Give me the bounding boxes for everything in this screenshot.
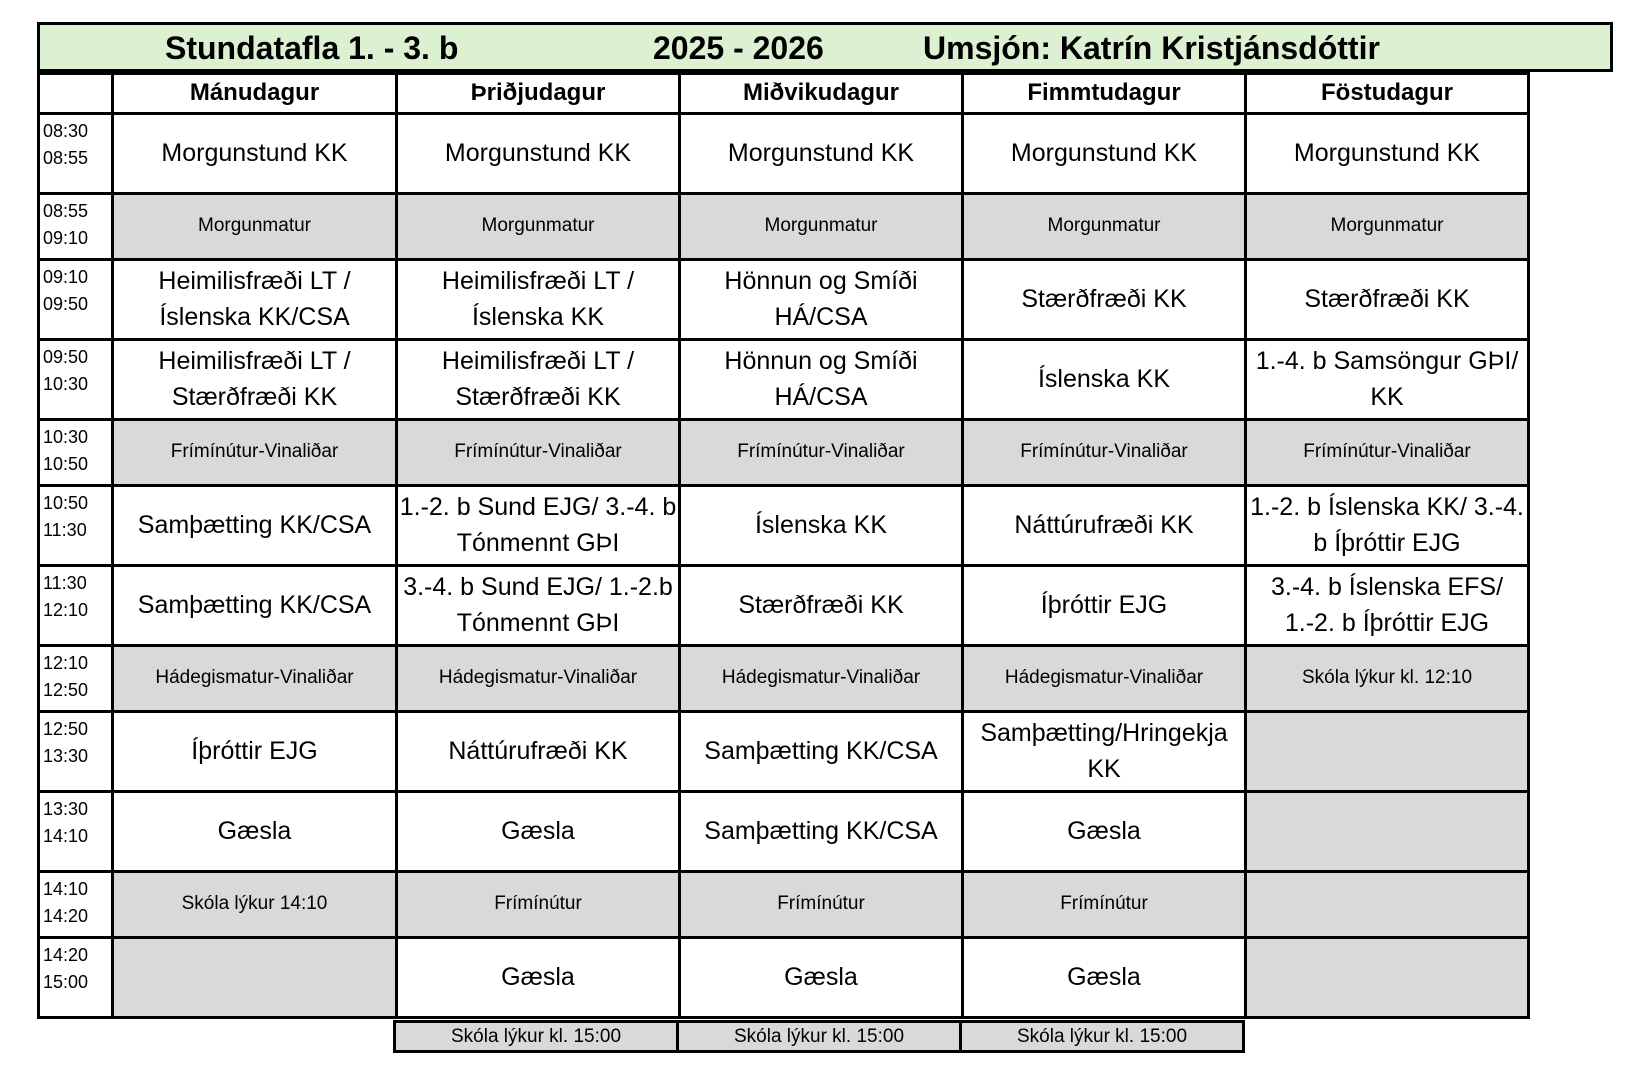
class-cell: Íslenska KK [963, 340, 1246, 420]
end-time: 12:50 [43, 680, 89, 700]
end-time: 09:10 [43, 228, 89, 248]
class-cell: Morgunmatur [680, 194, 963, 260]
empty-cell [113, 938, 397, 1018]
class-cell: Frímínútur [397, 872, 680, 938]
day-header: Fimmtudagur [963, 74, 1246, 114]
end-time: 14:20 [43, 906, 89, 926]
class-cell: Hádegismatur-Vinaliðar [963, 646, 1246, 712]
end-time: 15:00 [43, 972, 89, 992]
end-time: 10:50 [43, 454, 89, 474]
class-cell: Gæsla [963, 792, 1246, 872]
start-time: 10:50 [43, 493, 89, 513]
timetable-row [39, 646, 1529, 712]
timetable [37, 72, 1530, 1019]
class-cell: Morgunmatur [963, 194, 1246, 260]
class-cell: Hönnun og Smíði HÁ/CSA [680, 340, 963, 420]
start-time: 12:50 [43, 719, 89, 739]
empty-cell [1246, 872, 1529, 938]
class-cell: Skóla lýkur 14:10 [113, 872, 397, 938]
timetable-row [39, 872, 1529, 938]
class-cell: Náttúrufræði KK [963, 486, 1246, 566]
start-time: 13:30 [43, 799, 89, 819]
class-cell: Morgunstund KK [680, 114, 963, 194]
class-cell: 1.-2. b Íslenska KK/ 3.-4. b Íþróttir EJG [1246, 486, 1529, 566]
end-time: 14:10 [43, 826, 89, 846]
start-time: 12:10 [43, 653, 89, 673]
timetable-row [39, 420, 1529, 486]
class-cell: Hádegismatur-Vinaliðar [397, 646, 680, 712]
class-cell: Skóla lýkur kl. 12:10 [1246, 646, 1529, 712]
corner-cell [39, 74, 113, 114]
time-slot [39, 114, 113, 194]
class-cell: Morgunmatur [397, 194, 680, 260]
start-time: 09:10 [43, 267, 89, 287]
day-header-row [39, 74, 1529, 114]
class-cell: 3.-4. b Sund EJG/ 1.-2.b Tónmennt GÞI [397, 566, 680, 646]
class-cell: Stærðfræði KK [1246, 260, 1529, 340]
class-cell: Frímínútur-Vinaliðar [680, 420, 963, 486]
class-cell: Morgunstund KK [1246, 114, 1529, 194]
class-cell: Íþróttir EJG [113, 712, 397, 792]
time-slot [39, 646, 113, 712]
class-cell: Samþætting KK/CSA [680, 792, 963, 872]
start-time: 14:10 [43, 879, 89, 899]
start-time: 08:30 [43, 121, 89, 141]
time-slot [39, 420, 113, 486]
end-time: 12:10 [43, 600, 89, 620]
time-slot [39, 566, 113, 646]
class-cell: Morgunmatur [113, 194, 397, 260]
class-cell: Morgunstund KK [963, 114, 1246, 194]
class-cell: Gæsla [397, 938, 680, 1018]
day-header: Föstudagur [1246, 74, 1529, 114]
class-cell: Hönnun og Smíði HÁ/CSA [680, 260, 963, 340]
title-bar [37, 22, 1613, 72]
timetable-row [39, 566, 1529, 646]
class-cell: Frímínútur-Vinaliðar [113, 420, 397, 486]
start-time: 08:55 [43, 201, 89, 221]
class-cell: Gæsla [113, 792, 397, 872]
class-cell: Stærðfræði KK [963, 260, 1246, 340]
timetable-row [39, 792, 1529, 872]
timetable-row [39, 340, 1529, 420]
class-cell: Morgunstund KK [397, 114, 680, 194]
end-time: 09:50 [43, 294, 89, 314]
class-cell: Heimilisfræði LT / Stærðfræði KK [397, 340, 680, 420]
class-cell: Stærðfræði KK [680, 566, 963, 646]
class-cell: Náttúrufræði KK [397, 712, 680, 792]
time-slot [39, 486, 113, 566]
class-cell: 1.-4. b Samsöngur GÞI/ KK [1246, 340, 1529, 420]
time-slot [39, 872, 113, 938]
class-cell: Gæsla [397, 792, 680, 872]
class-cell: Frímínútur-Vinaliðar [1246, 420, 1529, 486]
class-cell: Heimilisfræði LT / Íslenska KK [397, 260, 680, 340]
start-time: 11:30 [43, 573, 87, 593]
class-cell: Íslenska KK [680, 486, 963, 566]
timetable-row [39, 260, 1529, 340]
time-slot [39, 938, 113, 1018]
supervisor: Umsjón: Katrín Kristjánsdóttir [923, 30, 1380, 66]
class-cell: Frímínútur-Vinaliðar [963, 420, 1246, 486]
class-cell: 1.-2. b Sund EJG/ 3.-4. b Tónmennt GÞI [397, 486, 680, 566]
class-cell: Frímínútur [963, 872, 1246, 938]
time-slot [39, 712, 113, 792]
empty-cell [1246, 792, 1529, 872]
class-cell: Morgunmatur [1246, 194, 1529, 260]
empty-cell [1246, 712, 1529, 792]
empty-cell [1246, 938, 1529, 1018]
time-slot [39, 194, 113, 260]
class-cell: Samþætting KK/CSA [113, 486, 397, 566]
end-time: 08:55 [43, 148, 89, 168]
end-time: 13:30 [43, 746, 89, 766]
timetable-row [39, 114, 1529, 194]
timetable-row [39, 938, 1529, 1018]
start-time: 14:20 [43, 945, 89, 965]
class-cell: Íþróttir EJG [963, 566, 1246, 646]
class-cell: Frímínútur [680, 872, 963, 938]
start-time: 09:50 [43, 347, 89, 367]
class-cell: Heimilisfræði LT / Íslenska KK/CSA [113, 260, 397, 340]
class-cell: Morgunstund KK [113, 114, 397, 194]
class-cell: Gæsla [680, 938, 963, 1018]
schedule-title: Stundatafla 1. - 3. b [165, 30, 459, 66]
school-year: 2025 - 2026 [653, 30, 824, 66]
school-ends-note: Skóla lýkur kl. 15:00 [393, 1020, 679, 1053]
class-cell: 3.-4. b Íslenska EFS/ 1.-2. b Íþróttir EJG [1246, 566, 1529, 646]
day-header: Miðvikudagur [680, 74, 963, 114]
class-cell: Samþætting/Hringekja KK [963, 712, 1246, 792]
class-cell: Hádegismatur-Vinaliðar [680, 646, 963, 712]
day-header: Þriðjudagur [397, 74, 680, 114]
start-time: 10:30 [43, 427, 89, 447]
time-slot [39, 260, 113, 340]
class-cell: Gæsla [963, 938, 1246, 1018]
class-cell: Samþætting KK/CSA [113, 566, 397, 646]
timetable-row [39, 486, 1529, 566]
time-slot [39, 340, 113, 420]
end-time: 11:30 [43, 520, 87, 540]
school-ends-note: Skóla lýkur kl. 15:00 [959, 1020, 1245, 1053]
class-cell: Heimilisfræði LT / Stærðfræði KK [113, 340, 397, 420]
timetable-row [39, 194, 1529, 260]
end-time: 10:30 [43, 374, 89, 394]
class-cell: Frímínútur-Vinaliðar [397, 420, 680, 486]
school-ends-note: Skóla lýkur kl. 15:00 [676, 1020, 962, 1053]
class-cell: Samþætting KK/CSA [680, 712, 963, 792]
day-header: Mánudagur [113, 74, 397, 114]
timetable-row [39, 712, 1529, 792]
time-slot [39, 792, 113, 872]
class-cell: Hádegismatur-Vinaliðar [113, 646, 397, 712]
